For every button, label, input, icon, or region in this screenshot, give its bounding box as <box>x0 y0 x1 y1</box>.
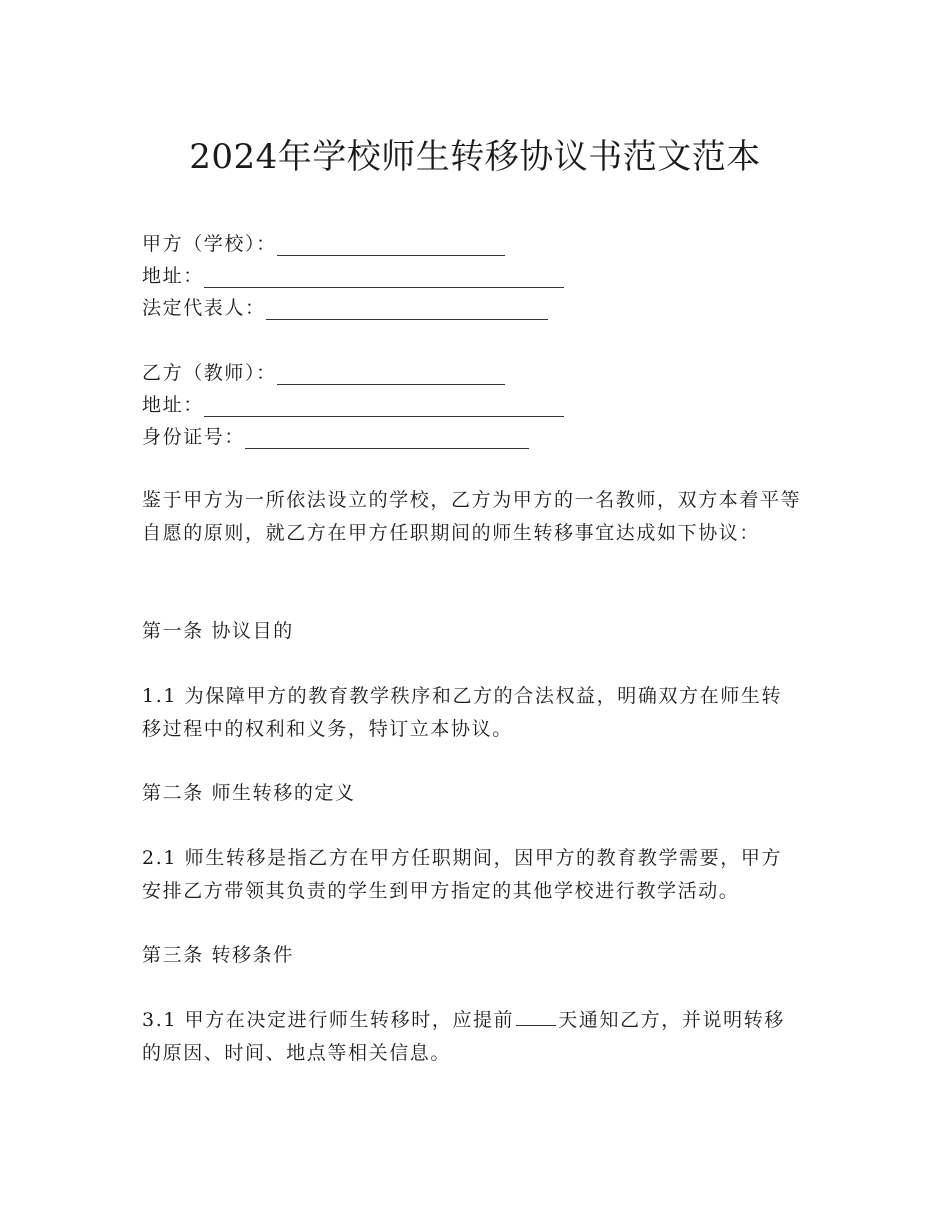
article-3-heading: 第三条 转移条件 <box>142 944 294 966</box>
party-b-field <box>142 357 505 389</box>
party-b-label: 乙方（教师）： <box>142 362 277 384</box>
document-title: 2024年学校师生转移协议书范文范本 <box>189 137 761 177</box>
party-b-address-label: 地址： <box>142 394 204 416</box>
party-a-blank <box>277 233 505 256</box>
article-1-clause: 1.1 为保障甲方的教育教学秩序和乙方的合法权益，明确双方在师生转移过程中的权利和义务，特订立本协议。 <box>142 685 783 740</box>
party-a-rep-blank <box>266 297 548 320</box>
party-a-label: 甲方（学校）： <box>142 233 277 255</box>
article-3-clause-before: 3.1 甲方在决定进行师生转移时，应提前 <box>142 1009 515 1031</box>
party-a-rep-field <box>142 292 548 324</box>
preamble-paragraph: 鉴于甲方为一所依法设立的学校，乙方为甲方的一名教师，双方本着平等自愿的原则，就乙方在甲方任职期间的师生转移事宜达成如下协议： <box>142 489 802 544</box>
party-b-id-blank <box>245 426 529 449</box>
party-a-rep-label: 法定代表人： <box>142 297 266 319</box>
party-b-id-field <box>142 421 529 453</box>
party-b-id-label: 身份证号： <box>142 426 246 448</box>
party-b-address-blank <box>204 394 564 417</box>
party-a-address-label: 地址： <box>142 265 204 287</box>
party-b-address-field <box>142 389 564 421</box>
article-2-clause: 2.1 师生转移是指乙方在甲方任职期间，因甲方的教育教学需要，甲方安排乙方带领其负责的学生到甲方指定的其他学校进行教学活动。 <box>142 847 783 902</box>
party-b-blank <box>277 362 505 385</box>
article-1-heading: 第一条 协议目的 <box>142 620 294 642</box>
article-3-clause-after: 天通知乙方，并说明转移的原因、时间、地点等相关信息。 <box>142 1009 785 1064</box>
party-a-address-blank <box>204 265 564 288</box>
article-2-heading: 第二条 师生转移的定义 <box>142 782 356 804</box>
notice-days-blank <box>516 1005 556 1026</box>
article-3-clause <box>142 1004 802 1070</box>
party-a-address-field <box>142 260 564 292</box>
party-a-field <box>142 228 505 260</box>
